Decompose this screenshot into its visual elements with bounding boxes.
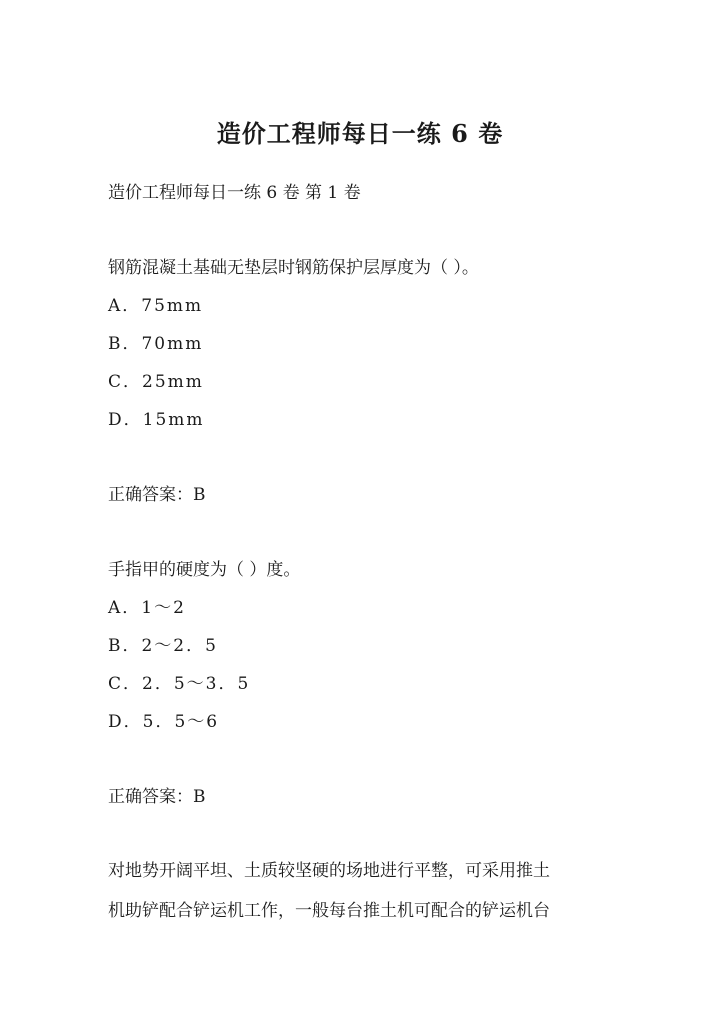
question-1-answer: 正确答案：B	[108, 485, 206, 505]
question-2-option-c: C．2．5～3．5	[108, 674, 251, 694]
document-subtitle: 造价工程师每日一练 6 卷 第 1 卷	[108, 183, 361, 203]
question-2-option-d: D．5．5～6	[108, 712, 220, 732]
question-2-answer: 正确答案：B	[108, 787, 206, 807]
question-1-stem: 钢筋混凝土基础无垫层时钢筋保护层厚度为（ ）。	[108, 258, 479, 278]
question-3-stem-line-2: 机助铲配合铲运机工作，一般每台推土机可配合的铲运机台	[108, 901, 550, 921]
question-3-stem-line-1: 对地势开阔平坦、土质较坚硬的场地进行平整，可采用推土	[108, 861, 550, 881]
document-title: 造价工程师每日一练 6 卷	[216, 119, 504, 148]
question-2-stem: 手指甲的硬度为（ ）度。	[108, 560, 301, 580]
question-2-option-a: A．1～2	[108, 598, 186, 618]
question-1-option-d: D．15mm	[108, 410, 205, 430]
question-1-option-a: A．75mm	[108, 296, 204, 316]
question-2-option-b: B．2～2．5	[108, 636, 218, 656]
question-1-option-c: C．25mm	[108, 372, 204, 392]
question-1-option-b: B．70mm	[108, 334, 204, 354]
